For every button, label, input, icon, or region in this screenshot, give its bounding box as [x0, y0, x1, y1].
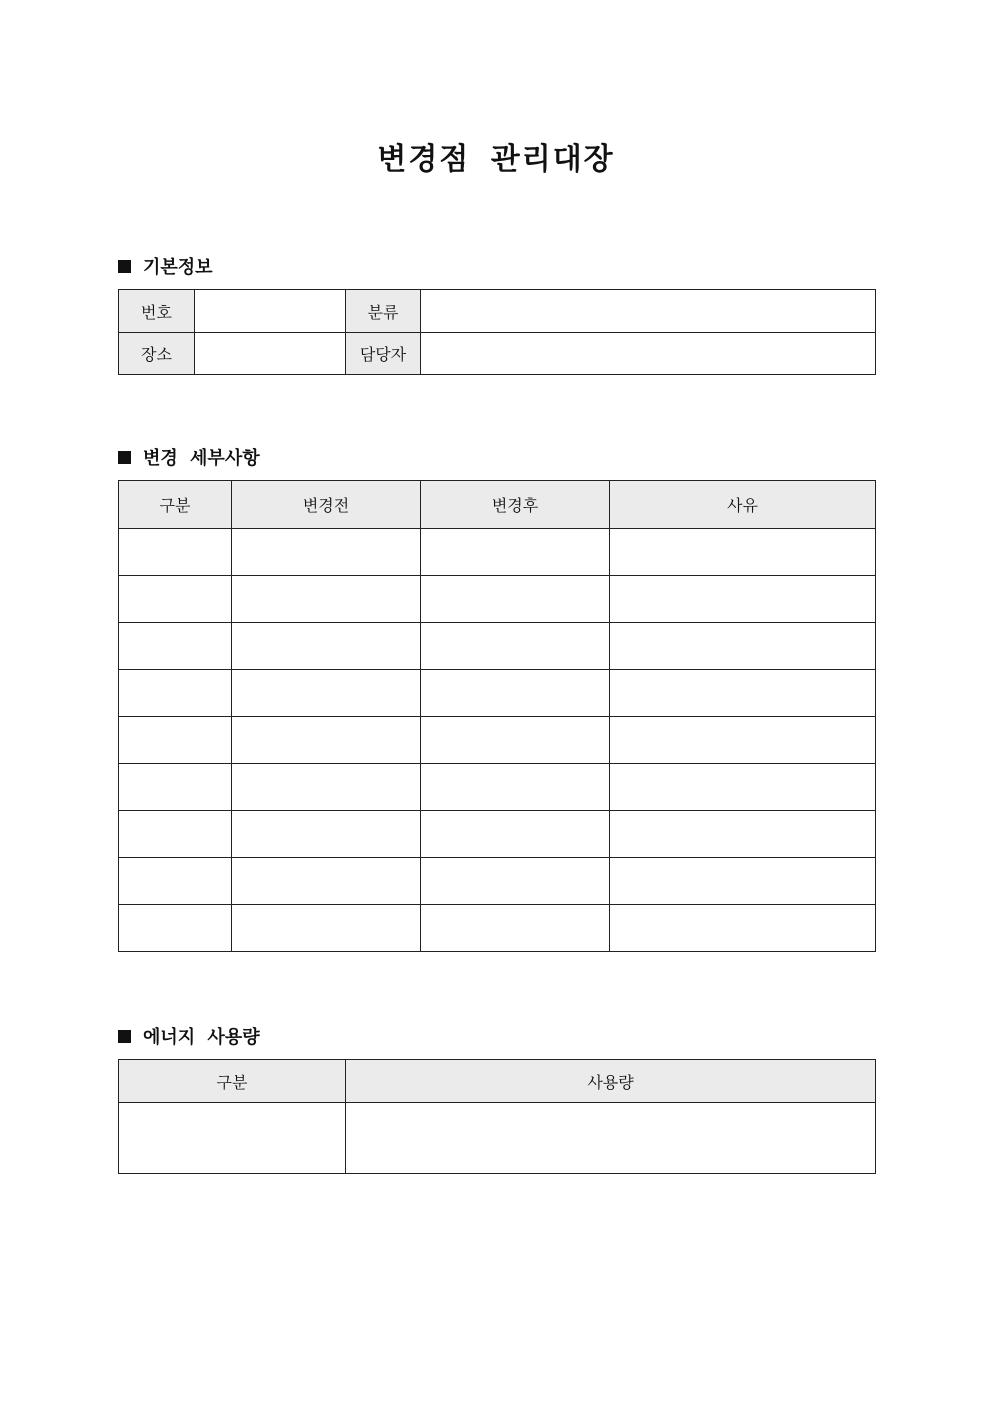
- reason-cell[interactable]: [610, 764, 876, 811]
- category-cell[interactable]: [119, 529, 232, 576]
- table-row: [119, 1103, 876, 1174]
- manager-field[interactable]: [421, 333, 876, 375]
- document-title: 변경점 관리대장: [377, 142, 615, 177]
- table-row: [119, 905, 876, 952]
- change-details-table: [118, 480, 876, 952]
- energy-usage-heading-text: 에너지 사용량: [143, 1027, 260, 1048]
- before-cell[interactable]: [232, 717, 421, 764]
- reason-cell[interactable]: [610, 576, 876, 623]
- category-cell[interactable]: [119, 717, 232, 764]
- column-header-usage: 사용량: [346, 1060, 876, 1103]
- reason-cell[interactable]: [610, 717, 876, 764]
- category-cell[interactable]: [119, 905, 232, 952]
- number-field[interactable]: [195, 290, 346, 333]
- before-cell[interactable]: [232, 529, 421, 576]
- reason-cell[interactable]: [610, 811, 876, 858]
- basic-info-heading-text: 기본정보: [143, 257, 213, 278]
- table-row: [119, 717, 876, 764]
- label-category: 분류: [346, 290, 421, 333]
- table-row: [119, 811, 876, 858]
- basic-info-heading: [118, 253, 213, 279]
- energy-usage-header-row: [119, 1060, 876, 1103]
- category-cell[interactable]: [119, 623, 232, 670]
- after-cell[interactable]: [421, 905, 610, 952]
- change-details-heading: [118, 444, 260, 470]
- table-row: [119, 670, 876, 717]
- basic-info-row: [119, 333, 876, 375]
- label-location: 장소: [119, 333, 195, 375]
- category-cell[interactable]: [119, 1103, 346, 1174]
- column-header-category: 구분: [119, 481, 232, 529]
- square-bullet-icon: [118, 451, 131, 464]
- category-cell[interactable]: [119, 670, 232, 717]
- after-cell[interactable]: [421, 529, 610, 576]
- before-cell[interactable]: [232, 623, 421, 670]
- location-field[interactable]: [195, 333, 346, 375]
- table-row: [119, 529, 876, 576]
- table-row: [119, 858, 876, 905]
- before-cell[interactable]: [232, 858, 421, 905]
- table-row: [119, 623, 876, 670]
- before-cell[interactable]: [232, 905, 421, 952]
- column-header-before: 변경전: [232, 481, 421, 529]
- square-bullet-icon: [118, 1030, 131, 1043]
- reason-cell[interactable]: [610, 670, 876, 717]
- table-row: [119, 576, 876, 623]
- usage-cell[interactable]: [346, 1103, 876, 1174]
- basic-info-table: [118, 289, 876, 375]
- energy-usage-table: [118, 1059, 876, 1174]
- column-header-after: 변경후: [421, 481, 610, 529]
- after-cell[interactable]: [421, 670, 610, 717]
- after-cell[interactable]: [421, 576, 610, 623]
- category-cell[interactable]: [119, 811, 232, 858]
- category-field[interactable]: [421, 290, 876, 333]
- column-header-reason: 사유: [610, 481, 876, 529]
- reason-cell[interactable]: [610, 529, 876, 576]
- label-manager: 담당자: [346, 333, 421, 375]
- before-cell[interactable]: [232, 811, 421, 858]
- before-cell[interactable]: [232, 670, 421, 717]
- before-cell[interactable]: [232, 576, 421, 623]
- before-cell[interactable]: [232, 764, 421, 811]
- column-header-category: 구분: [119, 1060, 346, 1103]
- after-cell[interactable]: [421, 623, 610, 670]
- reason-cell[interactable]: [610, 858, 876, 905]
- category-cell[interactable]: [119, 764, 232, 811]
- after-cell[interactable]: [421, 811, 610, 858]
- basic-info-row: [119, 290, 876, 333]
- energy-usage-heading: [118, 1023, 260, 1049]
- after-cell[interactable]: [421, 764, 610, 811]
- label-number: 번호: [119, 290, 195, 333]
- table-row: [119, 764, 876, 811]
- category-cell[interactable]: [119, 576, 232, 623]
- category-cell[interactable]: [119, 858, 232, 905]
- square-bullet-icon: [118, 260, 131, 273]
- after-cell[interactable]: [421, 717, 610, 764]
- reason-cell[interactable]: [610, 905, 876, 952]
- change-details-header-row: [119, 481, 876, 529]
- reason-cell[interactable]: [610, 623, 876, 670]
- change-details-heading-text: 변경 세부사항: [143, 448, 260, 469]
- after-cell[interactable]: [421, 858, 610, 905]
